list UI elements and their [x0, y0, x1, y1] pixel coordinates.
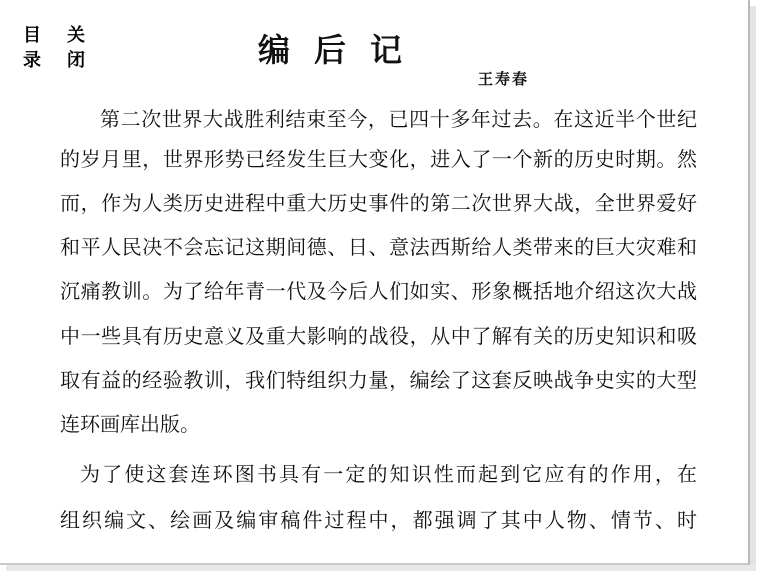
- body-line-6: 中一些具有历史意义及重大影响的战役，从中了解有关的历史知识和吸: [60, 324, 697, 348]
- author-name: 王寿春: [478, 70, 530, 88]
- toc-label-char-2: 录: [23, 50, 41, 71]
- body-line-4: 和平人民决不会忘记这期间德、日、意法西斯给人类带来的巨大灾难和: [60, 235, 697, 259]
- body-line-9: 为了使这套连环图书具有一定的知识性而起到它应有的作用，在: [80, 462, 697, 486]
- body-line-5: 沉痛教训。为了给年青一代及今后人们如实、形象概括地介绍这次大战: [60, 279, 697, 303]
- table-of-contents-button[interactable]: [20, 23, 44, 73]
- toc-label-char-1: 目: [23, 25, 41, 46]
- close-label-char-1: 关: [67, 25, 85, 46]
- body-line-8: 连环画库出版。: [60, 412, 200, 436]
- page-title: 编后记: [258, 31, 427, 69]
- page-shadow-bottom: [6, 565, 756, 571]
- close-label-char-2: 闭: [67, 50, 85, 71]
- body-line-10: 组织编文、绘画及编审稿件过程中，都强调了其中人物、情节、时: [60, 508, 697, 532]
- body-line-2: 的岁月里，世界形势已经发生巨大变化，进入了一个新的历史时期。然: [60, 147, 697, 171]
- body-line-1: 第二次世界大战胜利结束至今，已四十多年过去。在这近半个世纪: [100, 107, 697, 131]
- body-line-7: 取有益的经验教训，我们特组织力量，编绘了这套反映战争史实的大型: [60, 368, 697, 392]
- body-line-3: 而，作为人类历史进程中重大历史事件的第二次世界大战，全世界爱好: [60, 191, 697, 215]
- close-button[interactable]: [64, 23, 88, 73]
- page-shadow-right: [750, 6, 756, 569]
